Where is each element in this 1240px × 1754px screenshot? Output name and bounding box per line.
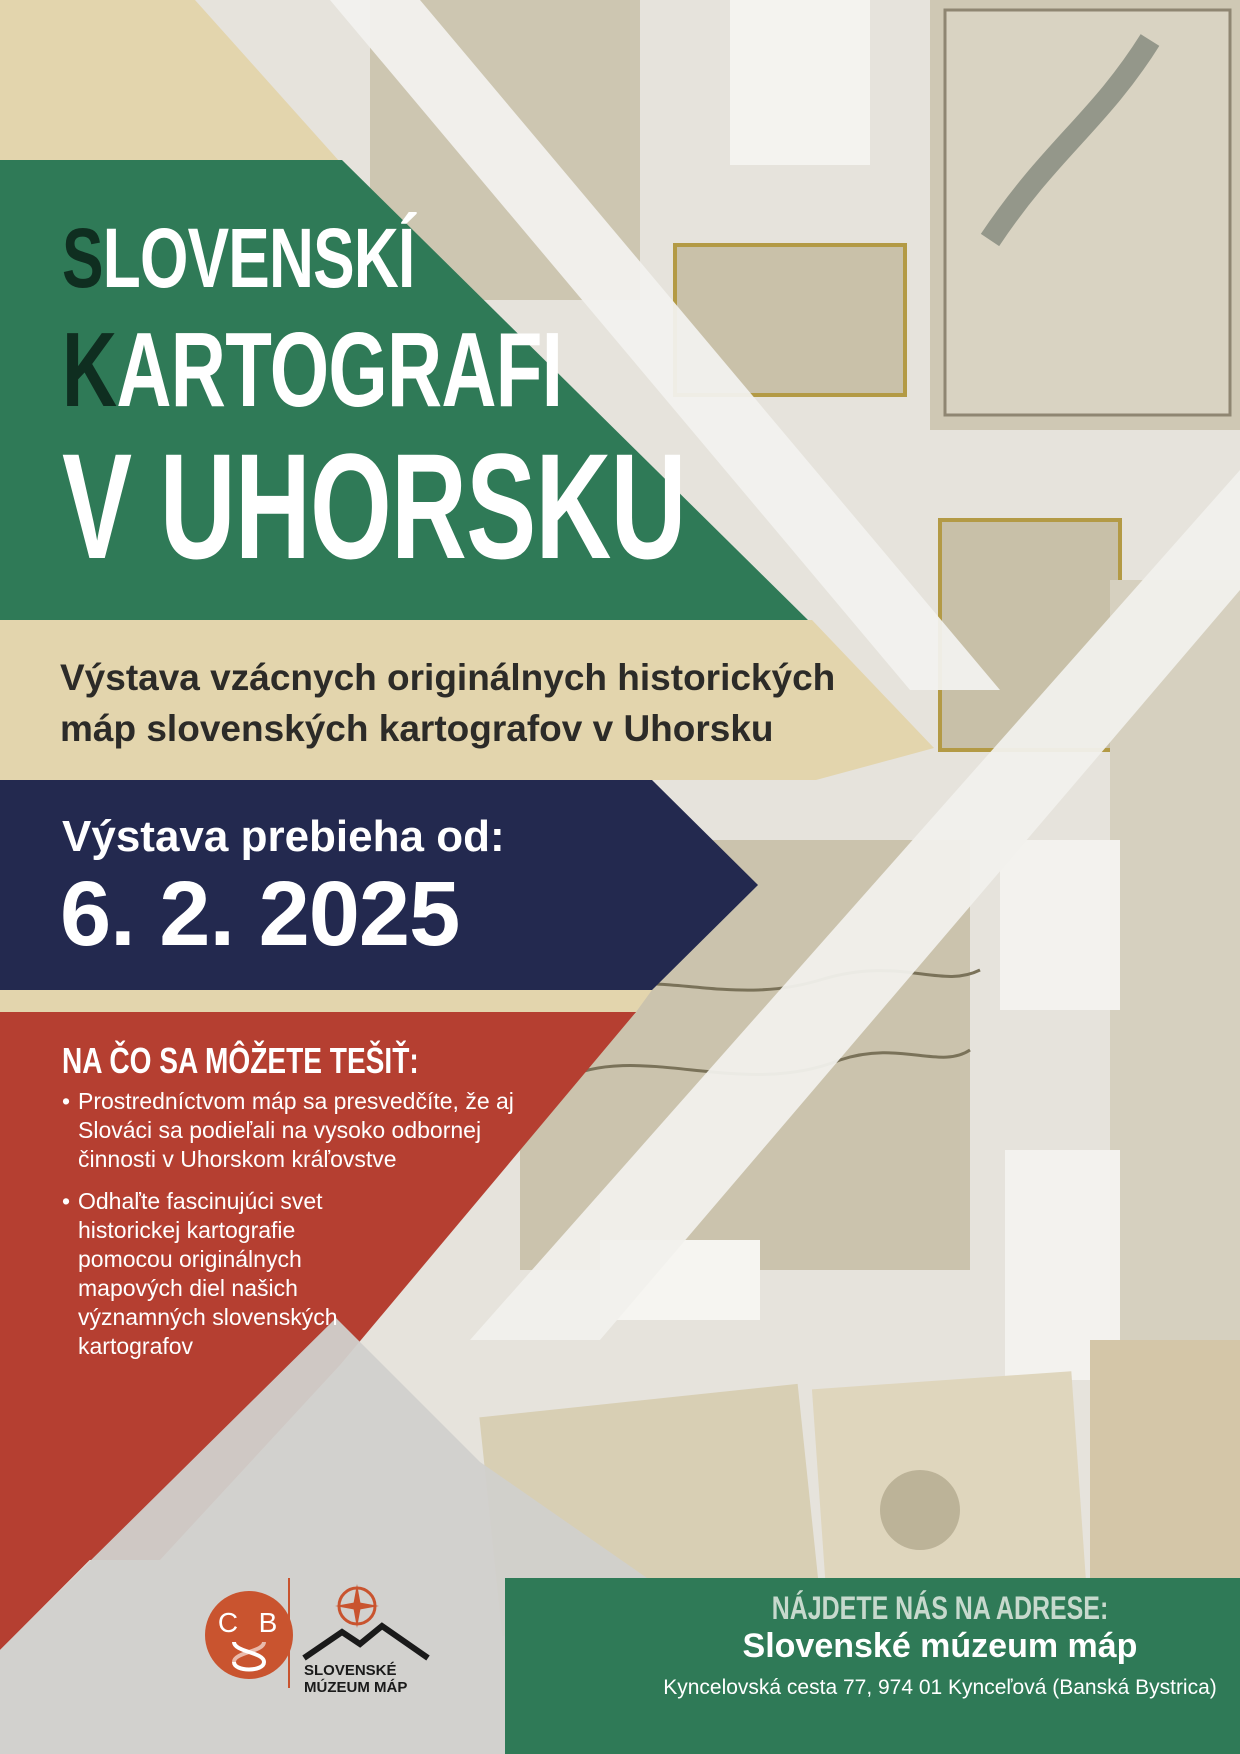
title-line-2 [62, 310, 562, 431]
address-street: Kyncelovská cesta 77, 974 01 Kynceľová (Banská Bystrica) [663, 1676, 1217, 1699]
logo-divider [288, 1578, 290, 1688]
bullet-icon: • [62, 1188, 71, 1214]
feature-item [62, 1187, 342, 1361]
beige-corner [0, 0, 340, 162]
beige-divider [0, 990, 652, 1012]
title-rest-1: LOVENSKÍ [102, 211, 415, 305]
bullet-icon: • [62, 1088, 71, 1114]
cbs-letter-c: C [217, 1607, 239, 1638]
features-heading: NA ČO SA MÔŽETE TEŠIŤ: [62, 1040, 419, 1081]
subtitle-line-1: Výstava vzácnych originálnych historických [60, 657, 836, 698]
address-museum-name: Slovenské múzeum máp [742, 1627, 1138, 1665]
museum-logo-text [304, 1662, 407, 1696]
feature-text: Prostredníctvom máp sa presvedčíte, že aj Slováci sa podieľali na vysoko odbornej činnosti v Uhorskom kráľovstve [78, 1088, 514, 1172]
cbs-logo-icon [204, 1590, 294, 1680]
compass-mountain-icon [302, 1578, 432, 1666]
title-line-3: V UHORSKU [62, 422, 686, 590]
cbs-letter-b: B [258, 1607, 278, 1638]
title-cap-s: S [62, 211, 103, 305]
title-cap-k: K [62, 311, 117, 429]
feature-item [62, 1087, 532, 1174]
feature-text: Odhaľte fascinujúci svet historickej kartografie pomocou originálnych mapových diel našich významných slovenských kartografov [78, 1188, 338, 1359]
subtitle [60, 652, 880, 754]
date-label: Výstava prebieha od: [62, 812, 505, 861]
title-line-1 [62, 210, 415, 307]
museum-logo-line-1: SLOVENSKÉ [304, 1662, 397, 1679]
title-rest-2: ARTOGRAFI [116, 311, 563, 429]
address-heading: NÁJDETE NÁS NA ADRESE: [771, 1590, 1109, 1626]
date-value: 6. 2. 2025 [60, 863, 460, 965]
museum-logo-line-2: MÚZEUM MÁP [304, 1679, 408, 1696]
subtitle-line-2: máp slovenských kartografov v Uhorsku [60, 708, 774, 749]
